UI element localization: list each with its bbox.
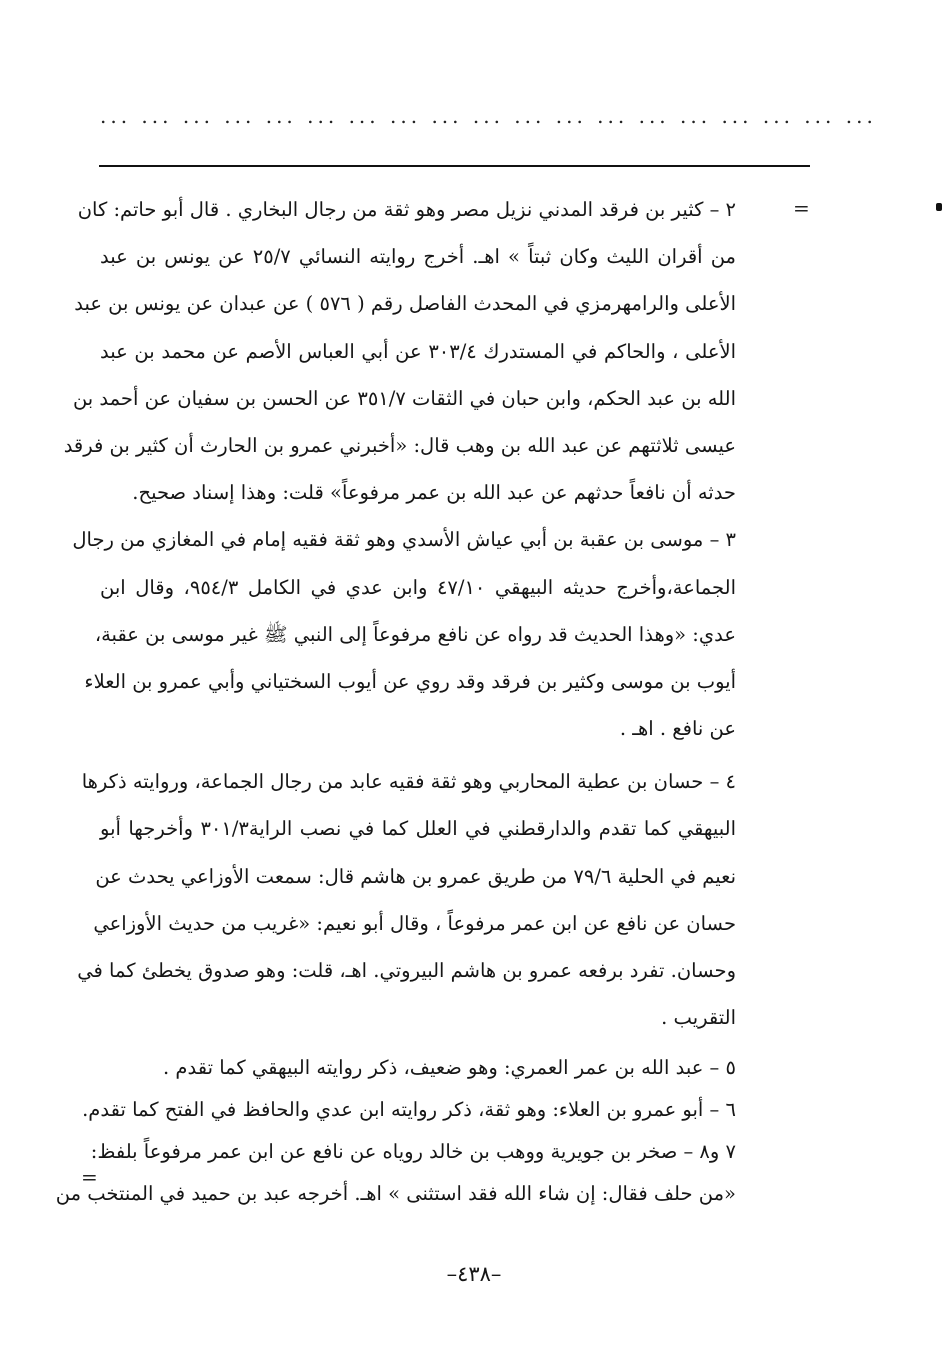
text-line: ٦ – أبو عمرو بن العلاء: وهو ثقة، ذكر روايته ابن عدي والحافظ في الفتح كما تقدم. — [82, 1098, 736, 1122]
text-line: حسان عن نافع عن ابن عمر مرفوعاً ، وقال أبو نعيم: «غريب من حديث الأوزاعي — [93, 911, 736, 935]
text-line: ٧ و٨ – صخر بن جويرية ووهب بن خالد روياه عن نافع عن ابن عمر مرفوعاً بلفظ: — [90, 1140, 736, 1164]
text-line: وحسان. تفرد برفعه عمرو بن هاشم البيروتي. اهـ، قلت: وهو صدوق يخطئ كما في — [77, 959, 736, 982]
text-line: حدثه أن نافعاً حدثهم عن عبد الله بن عمر مرفوعاً» قلت: وهذا إسناد صحيح. — [132, 481, 736, 505]
margin-spot — [936, 203, 942, 211]
continuation-mark-bottom: = — [81, 1165, 98, 1189]
text-line: «من حلف فقال: إن شاء الله فقد استثنى » اهـ. أخرجه عبد بن حميد في المنتخب من — [55, 1182, 736, 1206]
text-line: الأعلى والرامهرمزي في المحدث الفاصل رقم ( ٥٧٦ ) عن عبدان عن يونس بن عبد — [74, 292, 736, 316]
text-line: عيسى ثلاثتهم عن عبد الله بن وهب قال: «أخبرني عمرو بن الحارث أن كثير بن فرقد — [63, 433, 736, 457]
text-line: عن نافع . اهـ . — [619, 717, 736, 741]
text-line: الجماعة،وأخرج حديثه البيهقي ٤٧/١٠ وابن عدي في الكامل ٩٥٤/٣، وقال ابن — [100, 575, 736, 599]
text-line: الله بن عبد الحكم، وابن حبان في الثقات ٣٥١/٧ عن الحسن بن سفيان عن أحمد بن — [72, 386, 736, 410]
page-number: –٤٣٨– — [446, 1262, 502, 1286]
footnote-body — [55, 186, 737, 1215]
text-line: ٢ – كثير بن فرقد المدني نزيل مصر وهو ثقة من رجال البخاري . قال أبو حاتم: كان — [77, 198, 736, 221]
text-line: عدي: «وهذا الحديث قد رواه عن نافع مرفوعاً إلى النبي ﷺ غير موسى بن عقبة، — [94, 622, 736, 646]
header-dots: ... ... ... ... ... ... ... ... ... ... ... ... ... ... ... ... ... ... ... — [100, 104, 877, 128]
text-line: التقريب . — [661, 1006, 736, 1030]
text-line: ٤ – حسان بن عطية المحاربي وهو ثقة فقيه عابد من رجال الجماعة، وروايته ذكرها — [81, 770, 736, 794]
text-line: نعيم في الحلية ٧٩/٦ من طريق عمرو بن هاشم قال: سمعت الأوزاعي يحدث عن — [95, 864, 736, 888]
text-line: من أقران الليث وكان ثبتاً » اهـ. أخرج روايته النسائي ٢٥/٧ عن يونس بن عبد — [100, 245, 736, 269]
text-line: البيهقي كما تقدم والدارقطني في العلل كما في نصب الراية٣٠١/٣ وأخرجها أبو — [100, 817, 737, 841]
footnote-rule — [99, 165, 810, 167]
text-line: أيوب بن موسى وكثير بن فرقد وقد روي عن أيوب السختياني وأبي عمرو بن العلاء — [84, 669, 736, 693]
text-line: ٥ – عبد الله بن عمر العمري: وهو ضعيف، ذكر روايته البيهقي كما تقدم . — [163, 1056, 736, 1080]
continuation-mark-top: = — [793, 196, 810, 220]
text-line: الأعلى ، والحاكم في المستدرك ٣٠٣/٤ عن أبي العباس الأصم عن محمد بن عبد — [100, 339, 736, 363]
text-line: ٣ – موسى بن عقبة بن أبي عياش الأسدي وهو ثقة فقيه إمام في المغازي من رجال — [72, 528, 736, 552]
